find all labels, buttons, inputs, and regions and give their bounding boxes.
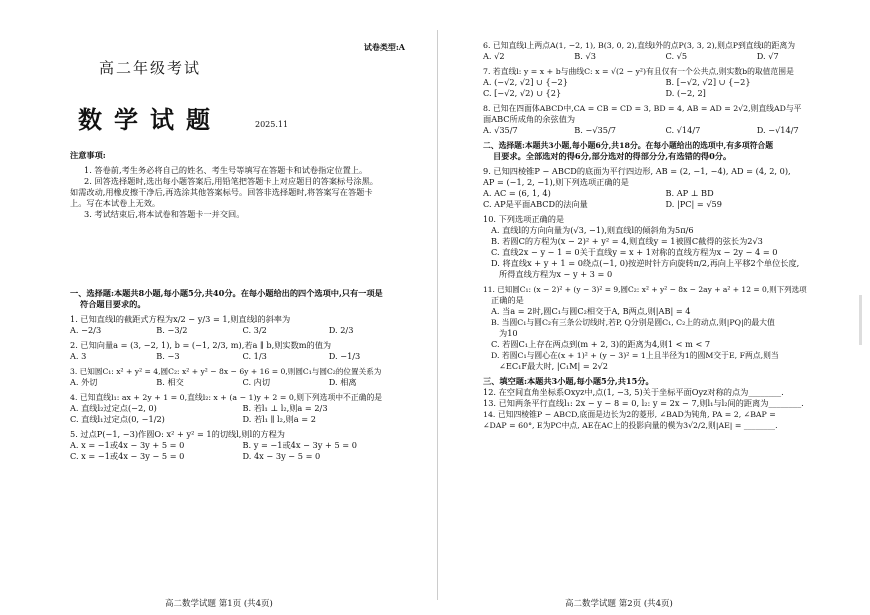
option: A. 直线l的方向向量为(√3, −1),则直线l的倾斜角为5π/6 xyxy=(491,225,694,235)
option: B. 若圆C的方程为(x − 2)² + y² = 4,则直线y = 1被圆C截得的弦长为2√3 xyxy=(491,236,763,246)
section-1 xyxy=(70,288,415,462)
option: A. 3 xyxy=(70,351,87,361)
option: C. 直线l₁过定点(0, −1/2) xyxy=(70,414,165,424)
option-cont: ∠EC₁F最大时, |C₁M| = 2√2 xyxy=(499,361,608,371)
options-q7 xyxy=(483,88,848,99)
question-14: 14. 已知四棱锥P − ABCD,底面是边长为2的菱形, ∠BAD为钝角, PA = 2, ∠BAP = xyxy=(483,410,776,419)
option: D. |PC| = √59 xyxy=(665,199,722,209)
question-5: 5. 过点P(−1, −3)作圆O: x² + y² = 1的切线l,则l的方程为 xyxy=(70,429,285,439)
question-8: 8. 已知在四面体ABCD中,CA = CB = CD = 3, BD = 4, AB = AD = 2√2,则直线AD与平 xyxy=(483,104,802,113)
section-heading: 二、选择题:本题共3小题,每小题6分,共18分。在每小题给出的选项中,有多项符合题 xyxy=(483,141,774,150)
question-10: 10. 下列选项正确的是 xyxy=(483,214,565,224)
notice-line: 上。写在本试卷上无效。 xyxy=(70,198,161,208)
option: C. 3/2 xyxy=(242,325,267,335)
scan-mark xyxy=(859,295,862,345)
option: B. 若l₁ ⊥ l₂,则a = 2/3 xyxy=(242,403,328,413)
question-3: 3. 已知圆C₁: x² + y² = 4,圆C₂: x² + y² − 8x − 6y + 16 = 0,则圆C₁与圆C₂的位置关系为 xyxy=(70,367,382,376)
option: B. y = −1或4x − 3y + 5 = 0 xyxy=(242,440,357,450)
options-q4 xyxy=(70,403,415,414)
option-cont: 所得直线方程为x − y + 3 = 0 xyxy=(499,269,613,279)
options-q1 xyxy=(70,325,415,336)
notice-block xyxy=(70,150,400,220)
option: D. 若l₁ ∥ l₂,则a = 2 xyxy=(242,414,316,424)
question-11: 11. 已知圆C₁: (x − 2)² + (y − 3)² = 9,圆C₂: x² + y² − 8x − 2ay + a² + 12 = 0,则下列选项 xyxy=(483,285,807,294)
question-4: 4. 已知直线l₁: ax + 2y + 1 = 0,直线l₂: x + (a − 1)y + 2 = 0,则下列选项中不正确的是 xyxy=(70,393,383,402)
section-heading: 一、选择题:本题共8小题,每小题5分,共40分。在每小题给出的四个选项中,只有一项是 xyxy=(70,288,383,298)
option-cont: 为10 xyxy=(499,328,518,338)
option: D. (−2, 2] xyxy=(665,88,706,98)
main-title: 数学试题 xyxy=(78,105,222,134)
options-q3 xyxy=(70,377,415,388)
section-heading: 符合题目要求的。 xyxy=(80,299,146,309)
question-9: 9. 已知四棱锥P − ABCD的底面为平行四边形, AB = (2, −1, −4), AD = (4, 2, 0), xyxy=(483,166,791,176)
options-q9 xyxy=(483,188,848,199)
option: B. −√35/7 xyxy=(574,125,616,135)
question-9-cont: AP = (−1, 2, −1),则下列选项正确的是 xyxy=(483,177,629,187)
options-q8 xyxy=(483,125,848,136)
option: D. 相离 xyxy=(328,377,357,387)
section-heading: 三、填空题:本题共3小题,每小题5分,共15分。 xyxy=(483,376,654,386)
options-q4 xyxy=(70,414,415,425)
option: B. AP ⊥ BD xyxy=(665,188,714,198)
page-footer: 高二数学试题 第1页 (共4页) xyxy=(165,599,273,609)
notice-line: 1. 答卷前,考生务必将自己的姓名、考生号等填写在答题卡和试卷指定位置上。 xyxy=(84,165,368,175)
option: C. 1/3 xyxy=(242,351,267,361)
option: C. x = −1或4x − 3y − 5 = 0 xyxy=(70,451,185,461)
option: A. (−√2, √2] ∪ {−2} xyxy=(483,77,568,87)
option: A. √35/7 xyxy=(483,125,518,135)
option: C. 若圆C₁上存在两点到(m + 2, 3)的距离为4,则1 < m < 7 xyxy=(491,339,711,349)
option: D. 4x − 3y − 5 = 0 xyxy=(242,451,321,461)
option: D. √7 xyxy=(756,51,779,61)
option: A. 外切 xyxy=(70,377,98,387)
option: A. AC = (6, 1, 4) xyxy=(483,188,551,198)
section-heading: 目要求。全部选对的得6分,部分选对的得部分分,有选错的得0分。 xyxy=(493,151,732,161)
question-13: 13. 已知两条平行直线l₁: 2x − y − 8 = 0, l₂: y = 2x − 7,则l₁与l₂间的距离为________. xyxy=(483,398,804,408)
option: C. √5 xyxy=(665,51,688,61)
options-q9 xyxy=(483,199,848,210)
option: C. 直线2x − y − 1 = 0关于直线y = x + 1对称的直线方程为x − 2y − 4 = 0 xyxy=(491,247,778,257)
question-6: 6. 已知直线l上两点A(1, −2, 1), B(3, 0, 2),直线l外的点P(3, 3, 2),则点P到直线l的距离为 xyxy=(483,41,796,50)
option: D. 若圆C₁与圆心在(x + 1)² + (y − 3)² = 1上且半径为1的圆M交于E, F两点,则当 xyxy=(491,351,779,360)
option: A. √2 xyxy=(483,51,505,61)
option: A. −2/3 xyxy=(70,325,102,335)
question-8-cont: 面ABC所成角的余弦值为 xyxy=(483,114,576,124)
paper-type: 试卷类型:A xyxy=(363,42,405,52)
notice-line: 如需改动,用橡皮擦干净后,再选涂其他答案标号。回答非选择题时,将答案写在答题卡 xyxy=(70,187,373,197)
option: B. 当圆C₁与圆C₂有三条公切线时,若P, Q分别是圆C₁, C₂上的动点,则|PQ|的最大值 xyxy=(491,318,775,327)
question-12: 12. 在空间直角坐标系Oxyz中,点(1, −3, 5)关于坐标平面Oyz对称的点为________. xyxy=(483,387,784,397)
options-q6 xyxy=(483,51,848,62)
notice-line: 3. 考试结束后,将本试卷和答题卡一并交回。 xyxy=(84,209,245,219)
options-q2 xyxy=(70,351,415,362)
option: A. 直线l₂过定点(−2, 0) xyxy=(70,403,157,413)
option: B. [−√2, √2] ∪ {−2} xyxy=(665,77,751,87)
option: A. x = −1或4x − 3y + 5 = 0 xyxy=(70,440,185,450)
option: C. 内切 xyxy=(242,377,271,387)
option: C. [−√2, √2) ∪ {2} xyxy=(483,88,562,98)
option: D. −√14/7 xyxy=(756,125,799,135)
question-14-cont: ∠DAP = 60°, E为PC中点, AE在AC上的投影向量的模为3√2/2,则|AE| = ________. xyxy=(483,421,778,430)
exam-date: 2025.11 xyxy=(255,120,289,129)
options-q5 xyxy=(70,440,415,451)
question-11-cont: 正确的是 xyxy=(491,295,524,305)
question-1: 1. 已知直线l的截距式方程为x/2 − y/3 = 1,则直线l的斜率为 xyxy=(70,314,291,324)
notice-line: 2. 回答选择题时,选出每小题答案后,用铅笔把答题卡上对应题目的答案标号涂黑。 xyxy=(84,176,378,186)
option: B. −3/2 xyxy=(156,325,188,335)
option: D. 2/3 xyxy=(328,325,354,335)
page-footer: 高二数学试题 第2页 (共4页) xyxy=(565,599,673,609)
option: B. −3 xyxy=(156,351,180,361)
notice-heading: 注意事项: xyxy=(70,150,106,160)
option: D. 将直线x + y + 1 = 0绕点(−1, 0)按逆时针方向旋转π/2,再向上平移2个单位长度, xyxy=(491,258,800,268)
option: C. √14/7 xyxy=(665,125,701,135)
question-2: 2. 已知向量a = (3, −2, 1), b = (−1, 2/3, m),若a ∥ b,则实数m的值为 xyxy=(70,340,332,350)
option: A. 当a = 2时,圆C₁与圆C₂相交于A, B两点,则|AB| = 4 xyxy=(491,306,691,316)
options-q7 xyxy=(483,77,848,88)
right-page xyxy=(435,0,870,615)
option: B. √3 xyxy=(574,51,596,61)
question-7: 7. 若直线l: y = x + b与曲线C: x = √(2 − y²)有且仅有一个公共点,则实数b的取值范围是 xyxy=(483,67,794,76)
grade-title: 高二年级考试 xyxy=(98,59,201,77)
option: B. 相交 xyxy=(156,377,184,387)
option: C. AP是平面ABCD的法向量 xyxy=(483,199,588,209)
options-q5 xyxy=(70,451,415,462)
option: D. −1/3 xyxy=(328,351,361,361)
